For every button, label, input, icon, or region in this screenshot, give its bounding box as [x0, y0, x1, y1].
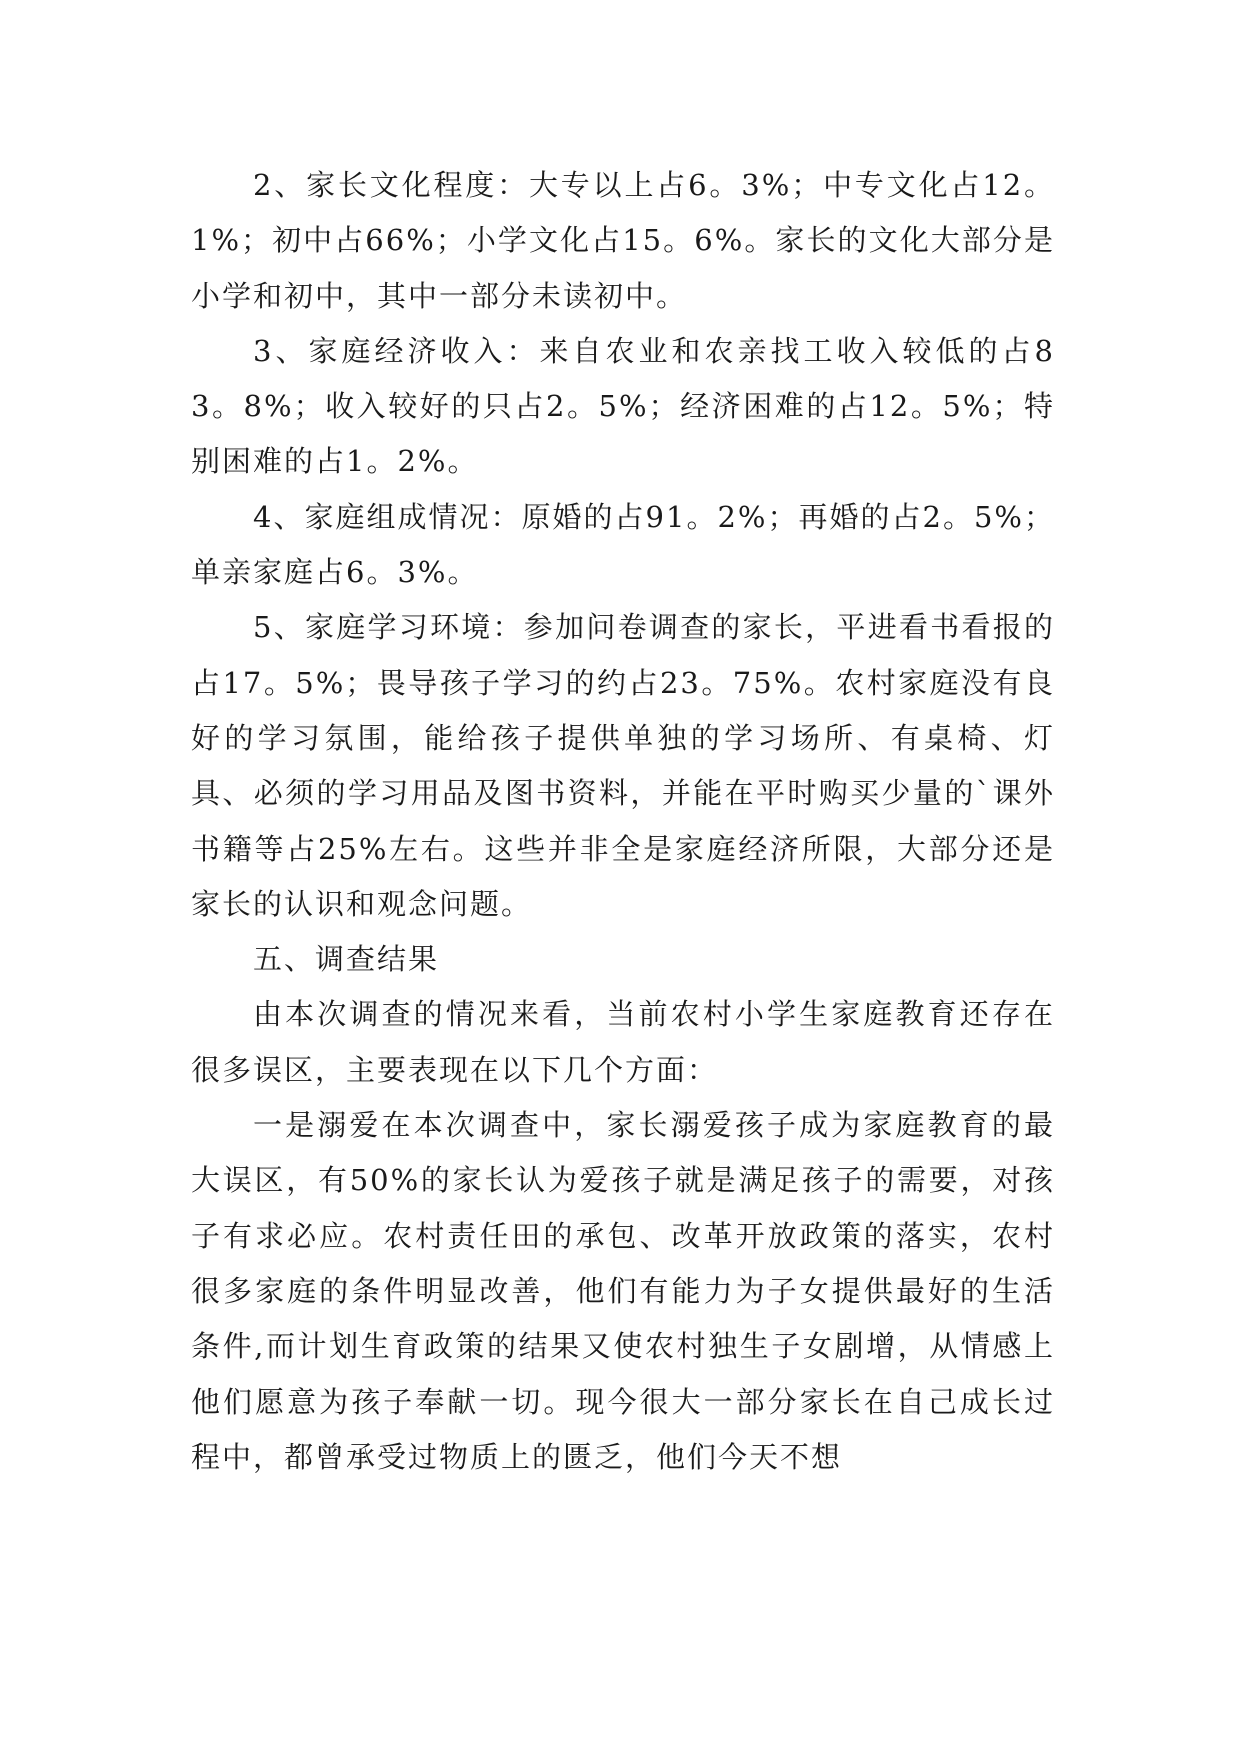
paragraph-survey-summary: 由本次调查的情况来看，当前农村小学生家庭教育还存在很多误区，主要表现在以下几个方面：: [191, 997, 1055, 1087]
paragraph-spoiling: 一是溺爱在本次调查中，家长溺爱孩子成为家庭教育的最大误区，有50%的家长认为爱孩子就是满足孩子的需要，对孩子有求必应。农村责任田的承包、改革开放政策的落实，农村很多家庭的条件明显改善，他们有能力为子女提供最好的生活条件,而计划生育政策的结果又使农村独生子女剧增，从情感上他们愿意为孩子奉献一切。现今很大一部分家长在自己成长过程中，都曾承受过物质上的匮乏，他们今天不想: [191, 1108, 1055, 1474]
section-heading-survey-results: 五、调查结果: [253, 942, 440, 977]
paragraph-education-level: 2、家长文化程度：大专以上占6。3%；中专文化占12。1%；初中占66%；小学文化占15。6%。家长的文化大部分是小学和初中，其中一部分未读初中。: [191, 168, 1055, 313]
paragraph-learning-environment: 5、家庭学习环境：参加问卷调查的家长，平进看书看报的占17。5%；畏导孩子学习的约占23。75%。农村家庭没有良好的学习氛围，能给孩子提供单独的学习场所、有桌椅、灯具、必须的学习用品及图书资料，并能在平时购买少量的`课外书籍等占25%左右。这些并非全是家庭经济所限，大部分还是家长的认识和观念问题。: [191, 610, 1055, 921]
paragraph-family-composition: 4、家庭组成情况：原婚的占91。2%；再婚的占2。5%；单亲家庭占6。3%。: [191, 499, 1055, 590]
paragraph-family-income: 3、家庭经济收入：来自农业和农亲找工收入较低的占83。8%；收入较好的只占2。5%；经济困难的占12。5%；特别困难的占1。2%。: [191, 333, 1055, 479]
document-body: [191, 158, 1055, 1485]
